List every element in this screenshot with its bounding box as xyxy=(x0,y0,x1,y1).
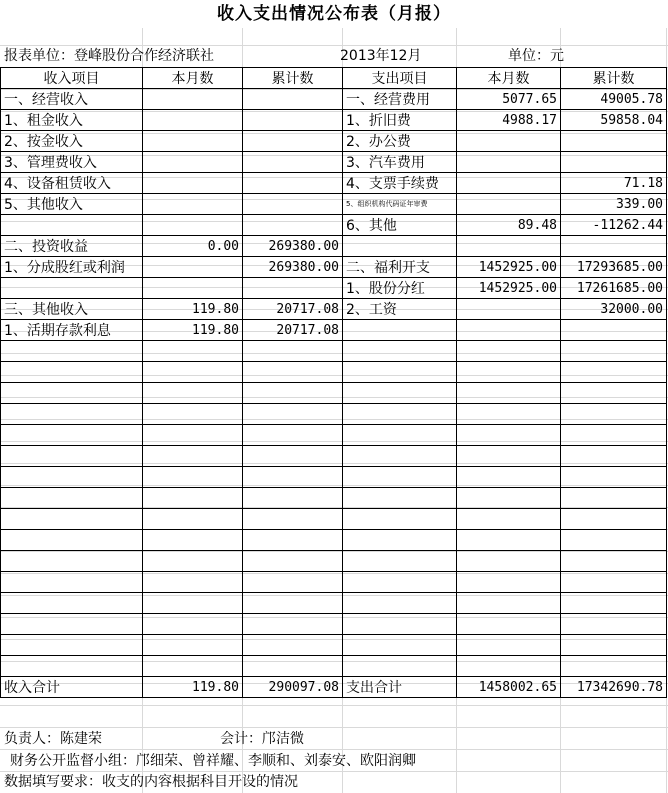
income-item-cell: 二、投资收益 xyxy=(1,236,143,257)
expense-month-cell: 5077.65 xyxy=(457,89,561,110)
income-item-cell xyxy=(1,593,143,614)
income-month-cell xyxy=(143,152,243,173)
income-month-cell xyxy=(143,131,243,152)
expense-total-cell: 17342690.78 xyxy=(561,677,667,698)
expense-total-cell: 59858.04 xyxy=(561,110,667,131)
expense-total-cell xyxy=(561,656,667,677)
income-item-cell: 4、设备租赁收入 xyxy=(1,173,143,194)
income-month-cell xyxy=(143,362,243,383)
income-total-cell: 269380.00 xyxy=(243,257,343,278)
income-total-cell xyxy=(243,404,343,425)
expense-month-cell xyxy=(457,425,561,446)
expense-total-cell: 49005.78 xyxy=(561,89,667,110)
expense-item-cell xyxy=(343,551,457,572)
table-row xyxy=(1,194,667,215)
expense-month-cell xyxy=(457,173,561,194)
income-total-cell xyxy=(243,152,343,173)
expense-month-cell xyxy=(457,572,561,593)
income-total-cell: 20717.08 xyxy=(243,299,343,320)
income-total-cell xyxy=(243,131,343,152)
expense-item-cell xyxy=(343,320,457,341)
expense-item-cell xyxy=(343,236,457,257)
expense-total-cell xyxy=(561,614,667,635)
income-total-cell xyxy=(243,635,343,656)
income-item-cell: 1、分成股红或利润 xyxy=(1,257,143,278)
expense-month-cell xyxy=(457,236,561,257)
expense-item-cell: 1、股份分红 xyxy=(343,278,457,299)
expense-total-cell: 17293685.00 xyxy=(561,257,667,278)
expense-month-cell xyxy=(457,467,561,488)
income-total-cell xyxy=(243,467,343,488)
income-month-cell xyxy=(143,593,243,614)
income-month-cell: 119.80 xyxy=(143,320,243,341)
income-total-cell xyxy=(243,530,343,551)
table-row-empty xyxy=(1,656,667,677)
income-item-cell xyxy=(1,341,143,362)
income-month-cell xyxy=(143,551,243,572)
income-item-cell xyxy=(1,404,143,425)
income-item-cell xyxy=(1,530,143,551)
income-month-cell xyxy=(143,341,243,362)
expense-item-cell xyxy=(343,656,457,677)
accountant: 会计：邝洁微 xyxy=(220,731,304,747)
income-month-cell xyxy=(143,509,243,530)
income-month-cell: 0.00 xyxy=(143,236,243,257)
table-row xyxy=(1,320,667,341)
expense-total-cell xyxy=(561,404,667,425)
expense-total-cell xyxy=(561,152,667,173)
expense-item-cell: 6、其他 xyxy=(343,215,457,236)
expense-item-cell: 二、福利开支 xyxy=(343,257,457,278)
table-row xyxy=(1,89,667,110)
income-month-cell xyxy=(143,257,243,278)
income-item-cell xyxy=(1,572,143,593)
expense-month-cell: 89.48 xyxy=(457,215,561,236)
table-row-empty xyxy=(1,509,667,530)
income-item-cell xyxy=(1,425,143,446)
income-month-cell: 119.80 xyxy=(143,299,243,320)
expense-item-cell: 4、支票手续费 xyxy=(343,173,457,194)
expense-month-cell xyxy=(457,551,561,572)
expense-item-cell xyxy=(343,383,457,404)
expense-item-cell: 1、折旧费 xyxy=(343,110,457,131)
expense-item-cell xyxy=(343,404,457,425)
income-month-cell xyxy=(143,404,243,425)
income-total-cell xyxy=(243,341,343,362)
income-total-cell xyxy=(243,173,343,194)
expense-item-cell xyxy=(343,446,457,467)
income-item-cell: 5、其他收入 xyxy=(1,194,143,215)
table-row xyxy=(1,173,667,194)
income-total-cell xyxy=(243,446,343,467)
table-row-empty xyxy=(1,362,667,383)
expense-month-cell xyxy=(457,593,561,614)
expense-month-cell xyxy=(457,194,561,215)
expense-total-cell xyxy=(561,383,667,404)
income-item-cell xyxy=(1,635,143,656)
header-expense-month-cell: 本月数 xyxy=(457,68,561,89)
expense-month-cell xyxy=(457,509,561,530)
expense-total-cell xyxy=(561,446,667,467)
report-title: 收入支出情况公布表（月报） xyxy=(217,4,451,24)
income-item-cell: 三、其他收入 xyxy=(1,299,143,320)
expense-total-cell xyxy=(561,488,667,509)
expense-total-cell: 32000.00 xyxy=(561,299,667,320)
expense-total-cell xyxy=(561,236,667,257)
responsible-person: 负责人：陈建荣 xyxy=(4,731,102,747)
expense-item-cell: 5、组织机构代码证年审费 xyxy=(343,194,457,215)
totals-row xyxy=(1,677,667,698)
header-income-month-cell: 本月数 xyxy=(143,68,243,89)
expense-item-cell xyxy=(343,341,457,362)
expense-total-cell xyxy=(561,509,667,530)
income-item-cell xyxy=(1,362,143,383)
income-total-cell xyxy=(243,383,343,404)
expense-month-cell: 1452925.00 xyxy=(457,278,561,299)
expense-item-cell: 2、工资 xyxy=(343,299,457,320)
expense-month-cell xyxy=(457,488,561,509)
expense-item-cell xyxy=(343,467,457,488)
income-month-cell xyxy=(143,572,243,593)
header-income-item-cell: 收入项目 xyxy=(1,68,143,89)
expense-total-cell: -11262.44 xyxy=(561,215,667,236)
income-month-cell xyxy=(143,635,243,656)
income-total-cell xyxy=(243,362,343,383)
income-month-cell xyxy=(143,383,243,404)
income-total-cell xyxy=(243,110,343,131)
income-item-cell: 1、租金收入 xyxy=(1,110,143,131)
table-row xyxy=(1,299,667,320)
income-item-cell: 3、管理费收入 xyxy=(1,152,143,173)
income-total-cell: 20717.08 xyxy=(243,320,343,341)
report-period: 2013年12月 xyxy=(340,48,422,64)
expense-month-cell xyxy=(457,152,561,173)
income-item-cell xyxy=(1,614,143,635)
table-row xyxy=(1,278,667,299)
income-item-cell xyxy=(1,488,143,509)
income-item-cell xyxy=(1,446,143,467)
income-month-cell xyxy=(143,614,243,635)
header-expense-total-cell: 累计数 xyxy=(561,68,667,89)
expense-total-cell: 71.18 xyxy=(561,173,667,194)
income-total-cell xyxy=(243,89,343,110)
expense-total-cell xyxy=(561,530,667,551)
expense-item-cell xyxy=(343,488,457,509)
income-month-cell xyxy=(143,110,243,131)
income-total-cell xyxy=(243,425,343,446)
income-total-cell xyxy=(243,593,343,614)
income-total-cell: 290097.08 xyxy=(243,677,343,698)
expense-month-cell xyxy=(457,299,561,320)
income-expense-table xyxy=(0,67,667,698)
table-row-empty xyxy=(1,488,667,509)
table-row-empty xyxy=(1,593,667,614)
header-income-total-cell: 累计数 xyxy=(243,68,343,89)
income-total-cell xyxy=(243,656,343,677)
table-row-empty xyxy=(1,467,667,488)
table-header-row xyxy=(1,68,667,89)
table-row xyxy=(1,131,667,152)
expense-month-cell xyxy=(457,320,561,341)
expense-total-cell: 17261685.00 xyxy=(561,278,667,299)
income-total-cell xyxy=(243,215,343,236)
expense-month-cell xyxy=(457,614,561,635)
income-total-cell xyxy=(243,278,343,299)
income-month-cell xyxy=(143,656,243,677)
income-total-cell xyxy=(243,194,343,215)
expense-month-cell xyxy=(457,635,561,656)
table-row-empty xyxy=(1,551,667,572)
expense-item-cell xyxy=(343,425,457,446)
income-month-cell: 119.80 xyxy=(143,677,243,698)
table-row-empty xyxy=(1,404,667,425)
income-item-cell xyxy=(1,467,143,488)
expense-item-cell xyxy=(343,635,457,656)
expense-item-cell: 3、汽车费用 xyxy=(343,152,457,173)
expense-total-cell xyxy=(561,362,667,383)
supervision-group: 财务公开监督小组：邝细荣、曾祥耀、李顺和、刘泰安、欧阳润卿 xyxy=(10,753,416,769)
expense-item-cell: 2、办公费 xyxy=(343,131,457,152)
expense-total-cell xyxy=(561,635,667,656)
income-item-cell xyxy=(1,383,143,404)
expense-total-cell xyxy=(561,131,667,152)
income-month-cell xyxy=(143,530,243,551)
income-month-cell xyxy=(143,488,243,509)
income-month-cell xyxy=(143,467,243,488)
expense-total-cell xyxy=(561,551,667,572)
expense-month-cell xyxy=(457,362,561,383)
table-row-empty xyxy=(1,341,667,362)
income-month-cell xyxy=(143,278,243,299)
income-month-cell xyxy=(143,425,243,446)
income-month-cell xyxy=(143,89,243,110)
expense-month-cell: 1452925.00 xyxy=(457,257,561,278)
expense-month-cell xyxy=(457,131,561,152)
expense-month-cell xyxy=(457,656,561,677)
expense-month-cell xyxy=(457,341,561,362)
expense-month-cell xyxy=(457,404,561,425)
expense-total-cell: 339.00 xyxy=(561,194,667,215)
table-row-empty xyxy=(1,572,667,593)
income-item-cell xyxy=(1,215,143,236)
table-row xyxy=(1,257,667,278)
table-row xyxy=(1,152,667,173)
expense-month-cell xyxy=(457,383,561,404)
expense-item-cell xyxy=(343,614,457,635)
income-item-cell: 收入合计 xyxy=(1,677,143,698)
expense-item-cell xyxy=(343,509,457,530)
expense-item-cell: 一、经营费用 xyxy=(343,89,457,110)
table-row-empty xyxy=(1,446,667,467)
currency-unit: 单位：元 xyxy=(508,48,564,64)
table-row-empty xyxy=(1,425,667,446)
income-total-cell xyxy=(243,572,343,593)
income-item-cell xyxy=(1,551,143,572)
expense-total-cell xyxy=(561,320,667,341)
reporting-unit: 报表单位：登峰股份合作经济联社 xyxy=(4,48,214,64)
income-total-cell xyxy=(243,509,343,530)
expense-total-cell xyxy=(561,425,667,446)
income-month-cell xyxy=(143,215,243,236)
income-item-cell: 一、经营收入 xyxy=(1,89,143,110)
expense-total-cell xyxy=(561,467,667,488)
fill-requirement: 数据填写要求：收支的内容根据科目开设的情况 xyxy=(4,774,298,790)
income-month-cell xyxy=(143,194,243,215)
income-total-cell xyxy=(243,614,343,635)
expense-month-cell xyxy=(457,446,561,467)
expense-total-cell xyxy=(561,593,667,614)
income-item-cell xyxy=(1,509,143,530)
income-total-cell: 269380.00 xyxy=(243,236,343,257)
table-row-empty xyxy=(1,530,667,551)
expense-month-cell: 4988.17 xyxy=(457,110,561,131)
income-item-cell xyxy=(1,278,143,299)
expense-item-cell xyxy=(343,530,457,551)
header-expense-item-cell: 支出项目 xyxy=(343,68,457,89)
expense-item-cell xyxy=(343,362,457,383)
expense-item-cell xyxy=(343,593,457,614)
income-item-cell xyxy=(1,656,143,677)
table-row-empty xyxy=(1,635,667,656)
expense-item-cell: 支出合计 xyxy=(343,677,457,698)
table-row xyxy=(1,236,667,257)
income-month-cell xyxy=(143,173,243,194)
income-item-cell: 2、按金收入 xyxy=(1,131,143,152)
expense-month-cell: 1458002.65 xyxy=(457,677,561,698)
table-row-empty xyxy=(1,614,667,635)
table-row-empty xyxy=(1,383,667,404)
expense-total-cell xyxy=(561,341,667,362)
expense-item-cell xyxy=(343,572,457,593)
table-row xyxy=(1,110,667,131)
income-total-cell xyxy=(243,551,343,572)
income-month-cell xyxy=(143,446,243,467)
income-total-cell xyxy=(243,488,343,509)
expense-month-cell xyxy=(457,530,561,551)
expense-total-cell xyxy=(561,572,667,593)
table-row xyxy=(1,215,667,236)
income-item-cell: 1、活期存款利息 xyxy=(1,320,143,341)
